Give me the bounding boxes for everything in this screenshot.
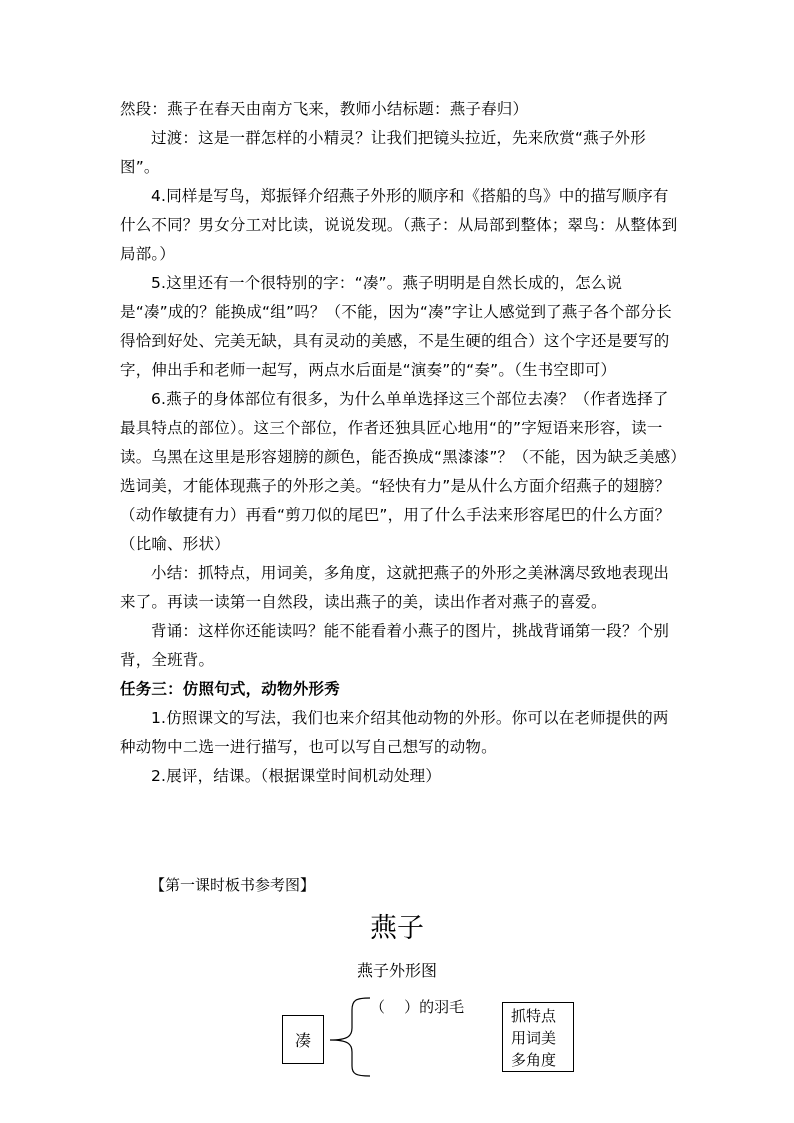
- key-char: 凑: [294, 1031, 311, 1050]
- board-title: 燕子: [370, 913, 424, 944]
- paragraph: 4.同样是写鸟，郑振铎介绍燕子外形的顺序和《搭船的鸟》中的描写顺序有什么不同？男女分工对比读，说说发现。（燕子：从局部到整体；翠鸟：从整体到局部。）: [120, 187, 678, 263]
- methods-box: [502, 1002, 574, 1072]
- paragraph: 2.展评，结课。（根据课堂时间机动处理）: [151, 767, 442, 785]
- method-item: 用词美: [511, 1029, 557, 1047]
- paragraph: 6.燕子的身体部位有很多，为什么单单选择这三个部位去凑？（作者选择了最具特点的部位）。这三个部位，作者还独具匠心地用“的”字短语来形容，读一读。乌黑在这里是形容翅膀的颜色，能否换成“黑漆漆”？（不能，因为缺乏美感）选词美，才能体现燕子的外形之美。“轻快有力”是从什么方面介绍燕子的翅膀？（动作敏捷有力）再看“剪刀似的尾巴”，用了什么手法来形容尾巴的什么方面？（比喻、形状）: [120, 390, 679, 553]
- paragraph: 过渡：这是一群怎样的小精灵？让我们把镜头拉近，先来欣赏“燕子外形图”。: [120, 129, 646, 176]
- board-caption: 【第一课时板书参考图】: [150, 876, 316, 894]
- paragraph: 然段：燕子在春天由南方飞来，教师小结标题：燕子春归）: [120, 100, 529, 118]
- paragraph: 小结：抓特点，用词美，多角度，这就把燕子的外形之美淋漓尽致地表现出来了。再读一读第一自然段，读出燕子的美，读出作者对燕子的喜爱。: [120, 564, 670, 611]
- method-item: 多角度: [511, 1051, 557, 1069]
- lesson-text: [120, 95, 680, 791]
- method-item: 抓特点: [511, 1007, 557, 1025]
- key-char-box: [282, 1015, 324, 1064]
- paragraph: 背诵：这样你还能读吗？能不能看着小燕子的图片，挑战背诵第一段？个别背，全班背。: [120, 622, 670, 669]
- brace-icon: [322, 996, 372, 1078]
- board-subtitle: 燕子外形图: [356, 961, 437, 980]
- paragraph: 5.这里还有一个很特别的字：“凑”。燕子明明是自然长成的，怎么说是“凑”成的？能换成“组”吗？（不能，因为“凑”字让人感觉到了燕子各个部分长得恰到好处、完美无缺，具有灵动的美感，不是生硬的组合）这个字还是要写的字，伸出手和老师一起写，两点水后面是“演奏”的“奏”。（生书空即可）: [120, 274, 672, 379]
- feather-line: （ ）的羽毛: [370, 998, 465, 1016]
- paragraph: 1.仿照课文的写法，我们也来介绍其他动物的外形。你可以在老师提供的两种动物中二选一进行描写，也可以写自己想写的动物。: [120, 709, 669, 756]
- section-heading: 任务三：仿照句式，动物外形秀: [120, 680, 340, 698]
